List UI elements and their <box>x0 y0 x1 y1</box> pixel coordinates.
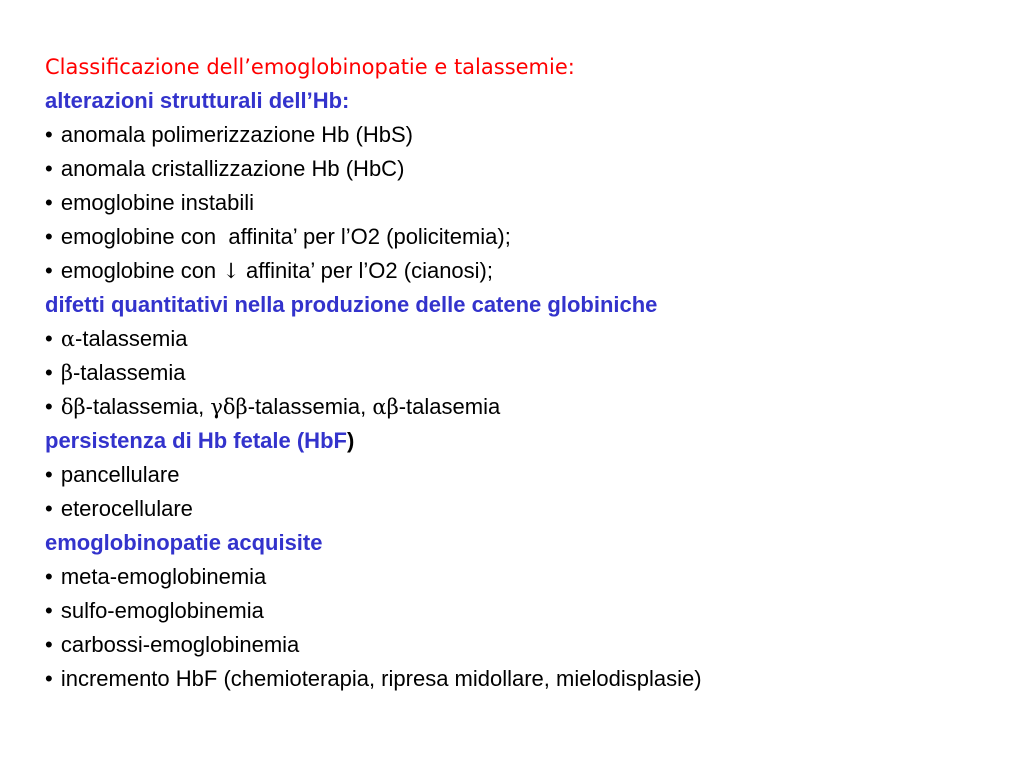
bullet: • <box>45 156 53 181</box>
item-text: emoglobine instabili <box>60 190 255 215</box>
item-text: eterocellulare <box>60 496 193 521</box>
item-text: anomala cristallizzazione Hb (HbC) <box>60 156 405 181</box>
bullet: • <box>45 326 53 351</box>
item-text: -talassemia, <box>85 394 211 419</box>
bullet: • <box>45 666 53 691</box>
down-arrow-icon: ↓ <box>222 259 240 283</box>
slide-title: Classificazione dell’emoglobinopatie e talassemie: <box>45 55 575 79</box>
item-text: pancellulare <box>60 462 180 487</box>
list-item <box>45 356 1005 390</box>
beta-symbol: β <box>60 361 73 385</box>
list-item <box>45 628 1005 662</box>
delta-beta-symbol: δβ <box>60 395 86 419</box>
bullet: • <box>45 360 53 385</box>
slide-content <box>45 50 1005 696</box>
item-text: -talasemia <box>398 394 501 419</box>
heading-fetal <box>45 424 1005 458</box>
item-text: -talassemia, <box>247 394 373 419</box>
bullet: • <box>45 598 53 623</box>
item-text: anomala polimerizzazione Hb (HbS) <box>60 122 413 147</box>
heading-structural: alterazioni strutturali dell’Hb: <box>45 88 350 113</box>
bullet: • <box>45 462 53 487</box>
item-text: incremento HbF (chemioterapia, ripresa midollare, mielodisplasie) <box>60 666 702 691</box>
list-item <box>45 390 1005 424</box>
item-text: emoglobine con affinita’ per l’O2 (policitemia); <box>60 224 511 249</box>
list-item <box>45 662 1005 696</box>
list-item <box>45 186 1005 220</box>
list-item <box>45 594 1005 628</box>
list-item <box>45 220 1005 254</box>
list-item <box>45 458 1005 492</box>
bullet: • <box>45 122 53 147</box>
bullet: • <box>45 190 53 215</box>
item-text: -talassemia <box>75 326 188 351</box>
list-item <box>45 254 1005 288</box>
list-item <box>45 322 1005 356</box>
bullet: • <box>45 496 53 521</box>
list-item <box>45 560 1005 594</box>
heading-acquired: emoglobinopatie acquisite <box>45 530 323 555</box>
gamma-delta-beta-symbol: γδβ <box>210 395 248 419</box>
alpha-symbol: α <box>60 327 76 351</box>
item-text: -talassemia <box>72 360 186 385</box>
heading-quantitative: difetti quantitativi nella produzione delle catene globiniche <box>45 292 658 317</box>
heading-fetal-close: ) <box>346 428 355 453</box>
item-text-post: affinita’ per l’O2 (cianosi); <box>239 258 493 283</box>
list-item <box>45 118 1005 152</box>
bullet: • <box>45 224 53 249</box>
bullet: • <box>45 258 53 283</box>
item-text-pre: emoglobine con <box>60 258 223 283</box>
bullet: • <box>45 564 53 589</box>
bullet: • <box>45 394 53 419</box>
heading-fetal-text: persistenza di Hb fetale (HbF <box>45 428 347 453</box>
bullet: • <box>45 632 53 657</box>
list-item <box>45 492 1005 526</box>
item-text: meta-emoglobinemia <box>60 564 267 589</box>
item-text: sulfo-emoglobinemia <box>60 598 264 623</box>
alpha-beta-symbol: αβ <box>372 395 399 419</box>
list-item <box>45 152 1005 186</box>
item-text: carbossi-emoglobinemia <box>60 632 300 657</box>
